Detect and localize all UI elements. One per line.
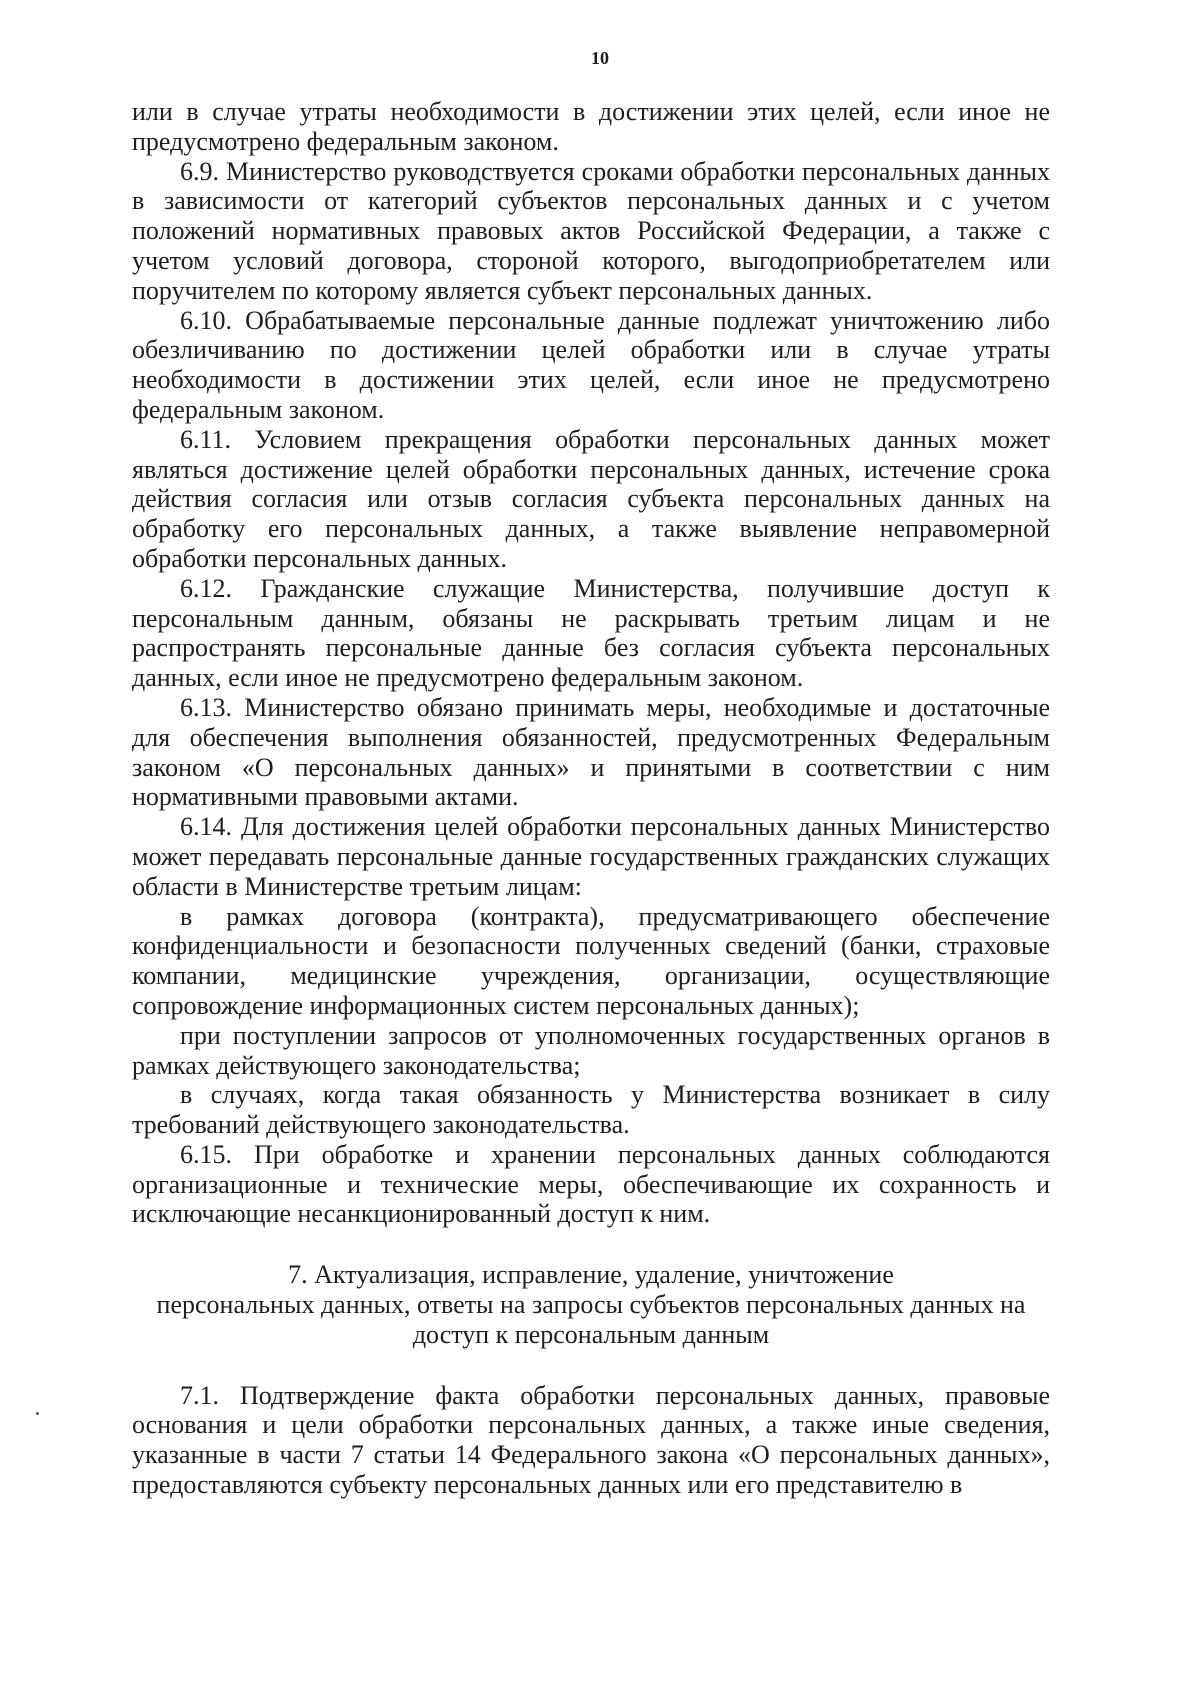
paragraph-6-14: 6.14. Для достижения целей обработки персональных данных Министерство может передавать персональные данные государственных гражданских служащих области в Министерстве третьим лицам: bbox=[132, 812, 1050, 901]
paragraph-6-11: 6.11. Условием прекращения обработки персональных данных может являться достижение целей обработки персональных данных, истечение срока действия согласия или отзыв согласия субъекта персональных данных на обработку его персональных данных, а также выявление неправомерной обработки персональных данных. bbox=[132, 424, 1050, 573]
section-heading-line-2: персональных данных, ответы на запросы субъектов персональных данных на bbox=[156, 1290, 1026, 1320]
paragraph-6-9: 6.9. Министерство руководствуется сроками обработки персональных данных в зависимости от категорий субъектов персональных данных и с учетом положений нормативных правовых актов Российской Федерации, а также с учетом условий договора, стороной которого, выгодоприобретателем или поручителем по которому является субъект персональных данных. bbox=[132, 156, 1050, 305]
paragraph-6-13: 6.13. Министерство обязано принимать меры, необходимые и достаточные для обеспечения выполнения обязанностей, предусмотренных Федеральным законом «О персональных данных» и принятыми в соответствии с ним нормативными правовыми актами. bbox=[132, 692, 1050, 812]
list-item-requests: при поступлении запросов от уполномоченных государственных органов в рамках действующего законодательства; bbox=[132, 1020, 1050, 1080]
page-number: 10 bbox=[591, 48, 609, 68]
continuation-text: или в случае утраты необходимости в достижении этих целей, если иное не предусмотрено федеральным законом. bbox=[132, 97, 1050, 156]
section-heading-line-1: 7. Актуализация, исправление, удаление, уничтожение bbox=[288, 1260, 894, 1290]
paragraph-7-1: 7.1. Подтверждение факта обработки персональных данных, правовые основания и цели обработки персональных данных, а также иные сведения, указанные в части 7 статьи 14 Федерального закона «О персональных данных», предоставляются субъекту персональных данных или его представителю в bbox=[132, 1380, 1050, 1500]
paragraph-6-12: 6.12. Гражданские служащие Министерства, получившие доступ к персональным данным, обязаны не раскрывать третьим лицам и не распространять персональные данные без согласия субъекта персональных данных, если иное не предусмотрено федеральным законом. bbox=[132, 573, 1050, 693]
scan-speck bbox=[36, 1412, 39, 1415]
document-body bbox=[132, 97, 1050, 1500]
list-item-obligation: в случаях, когда такая обязанность у Министерства возникает в силу требований действующего законодательства. bbox=[132, 1080, 1050, 1140]
paragraph-6-10: 6.10. Обрабатываемые персональные данные подлежат уничтожению либо обезличиванию по достижении целей обработки или в случае утраты необходимости в достижении этих целей, если иное не предусмотрено федеральным законом. bbox=[132, 305, 1050, 424]
section-7-heading bbox=[132, 1260, 1050, 1349]
section-heading-line-3: доступ к персональным данным bbox=[412, 1319, 770, 1349]
list-item-contract: в рамках договора (контракта), предусматривающего обеспечение конфиденциальности и безопасности полученных сведений (банки, страховые компании, медицинские учреждения, организации, осуществляющие сопровождение информационных систем персональных данных); bbox=[132, 901, 1050, 1020]
paragraph-6-15: 6.15. При обработке и хранении персональных данных соблюдаются организационные и технические меры, обеспечивающие их сохранность и исключающие несанкционированный доступ к ним. bbox=[132, 1139, 1050, 1229]
